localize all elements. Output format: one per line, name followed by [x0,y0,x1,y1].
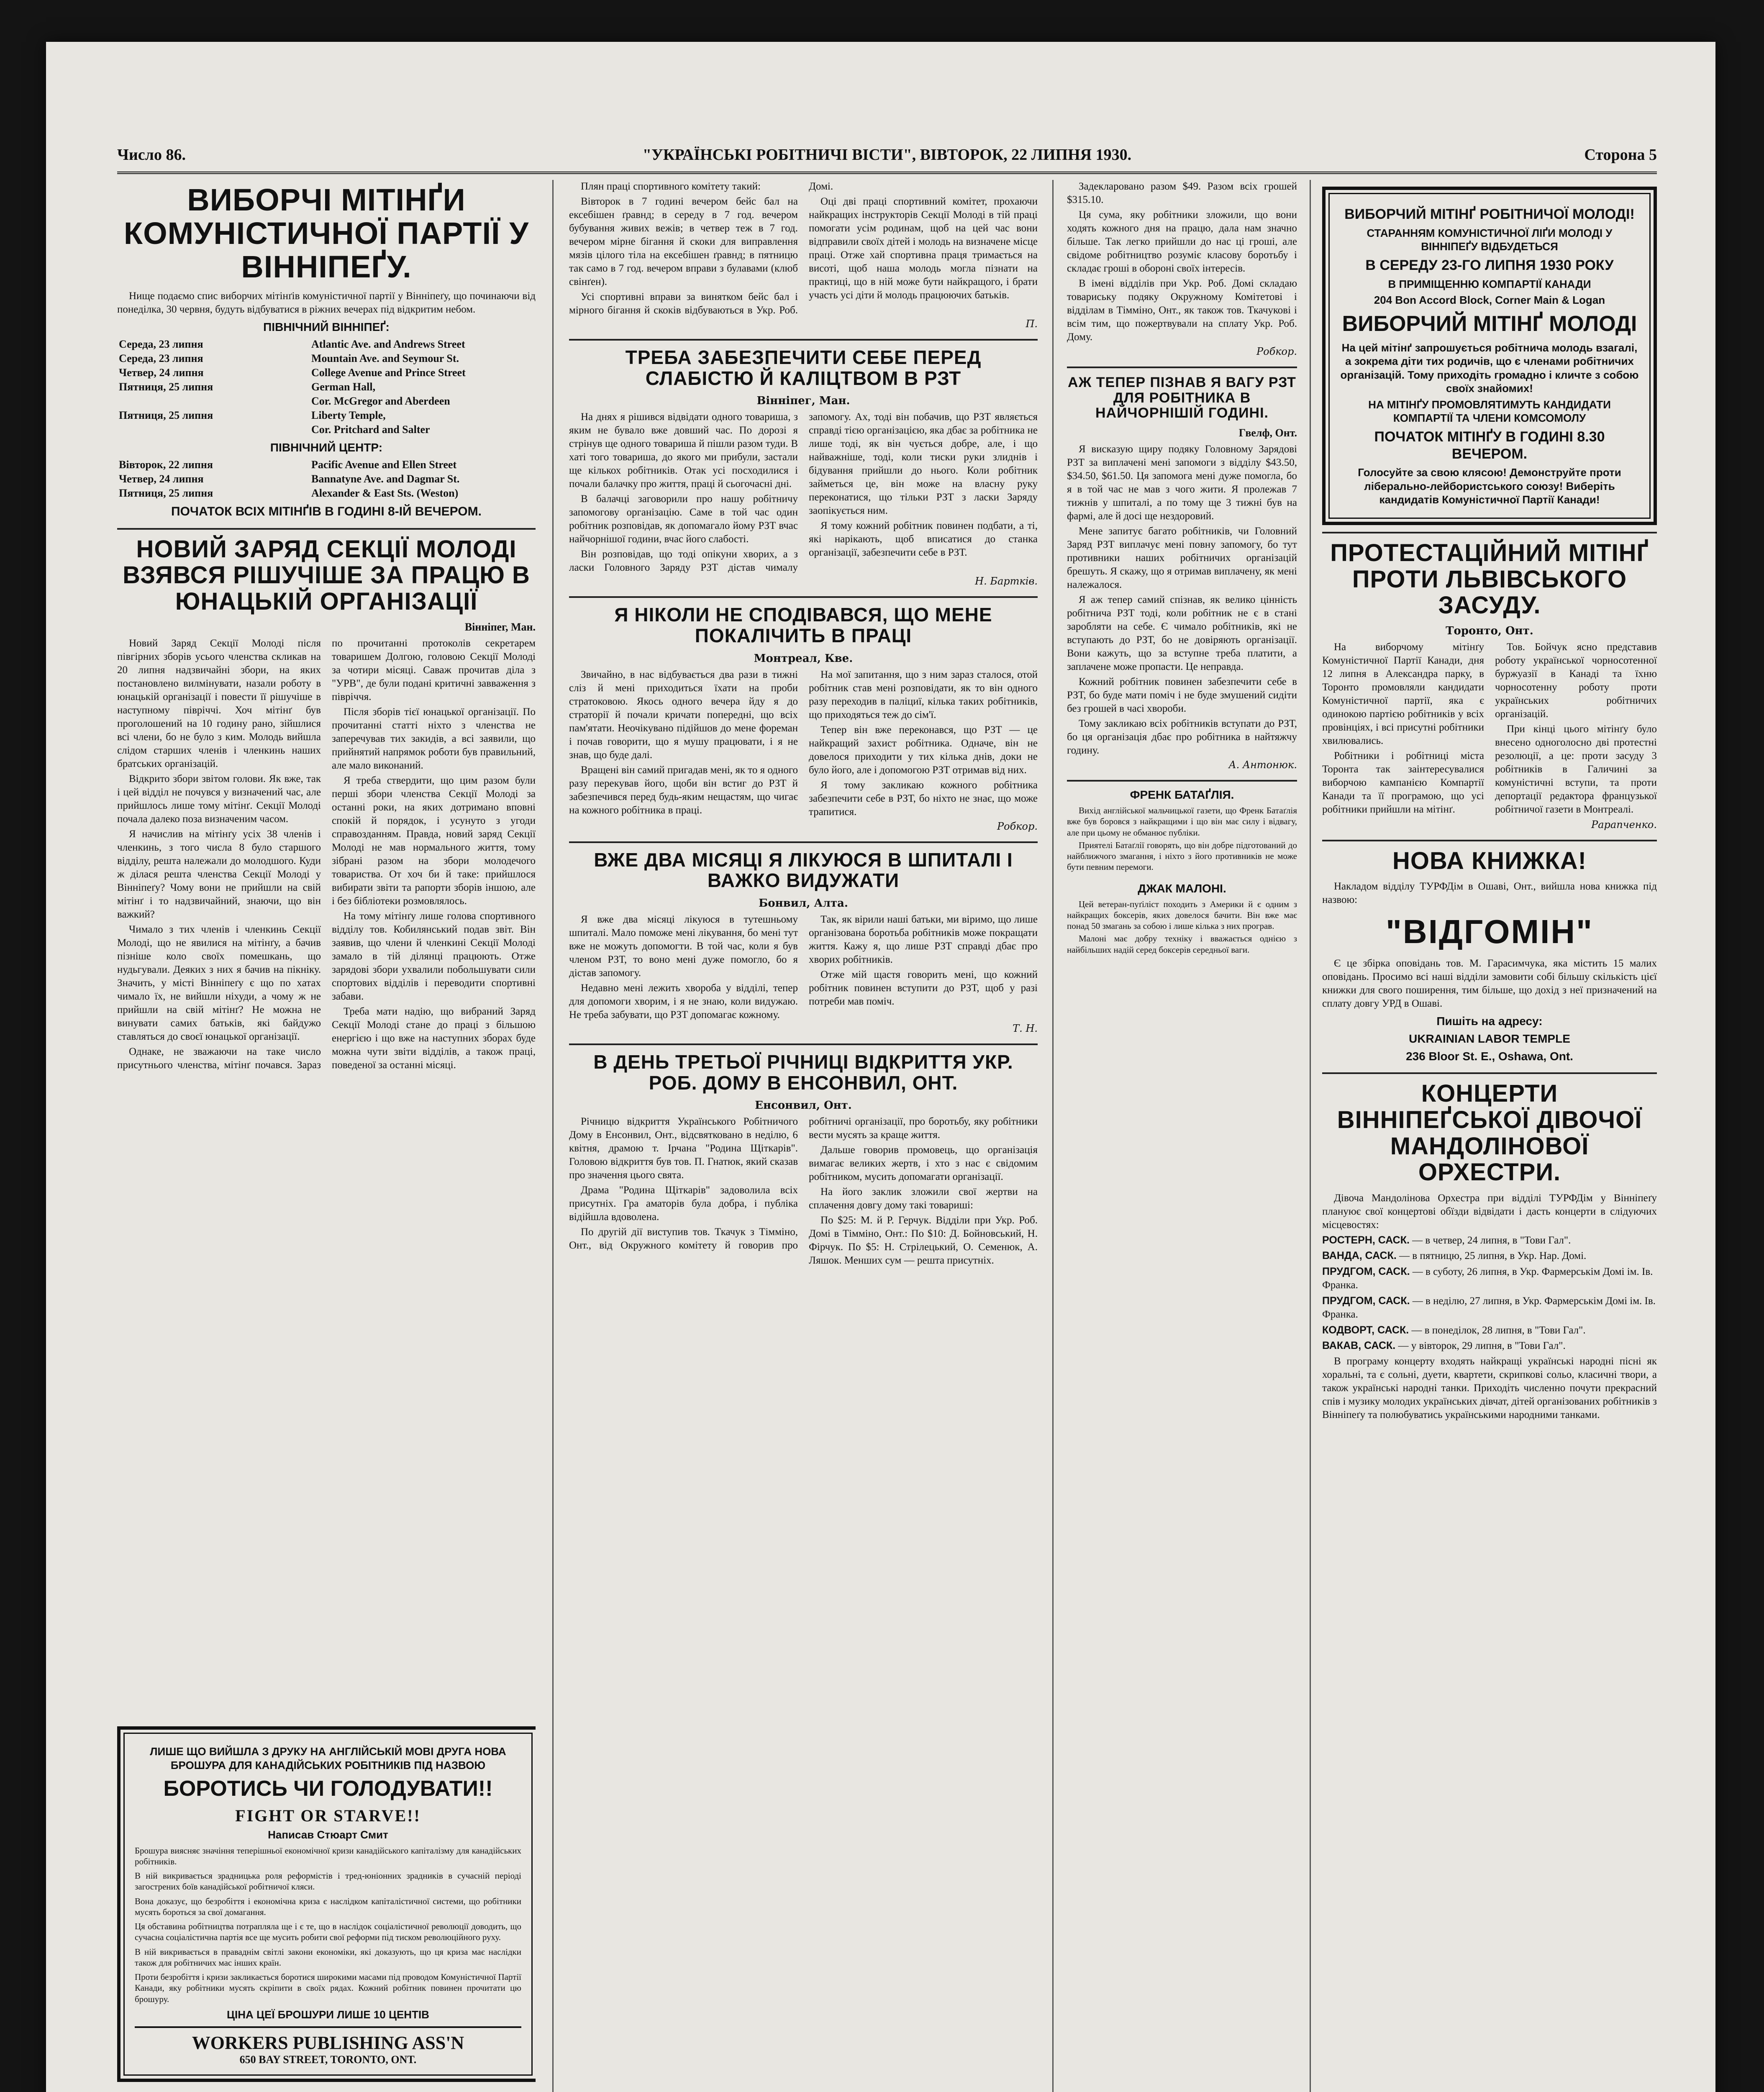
paragraph: Вращені він самий пригадав мені, як то я одного разу перекував його, щоби він встиг до РЗТ й забезпечився перед будь-яким нещастям, що чигає на кожного робітника в праці. [569,764,798,816]
dateline: Торонто, Онт. [1446,624,1533,637]
ad-description [135,1845,521,2005]
paragraph: Треба мати надію, що вибраний Заряд Секції Молоді стане до праці з більшою енергією і що вже на наступних зборах буде можна чути звіти відділів, а також праці, поведеної за останні місяці. [332,1005,536,1071]
meeting-date [117,423,310,437]
article-body [1067,443,1297,757]
paragraph: Новий Заряд Секції Молоді після півгірних зборів усього членства скликав на 20 липня надзвичайні збори, на яких постановлено вилмінувати, назали роботу в юнацькій організації і повести її рішучіше в наступному півріччі. Хоч мітінґ був проголошений на 10 годину рано, зійшлися всі члени, бо не було з ким. Молодь вийшла слідом старших членів і членкинь наших братських організацій. [117,637,321,769]
concert-place: ПРУДГОМ, САСК. [1322,1265,1410,1277]
schedule-row [117,486,536,500]
paragraph: Я висказую щиру подяку Головному Зарядові РЗТ за виплачені мені запомоги з відділу $43.50, $34.50, $61.50. Ця запомога мені дуже помогла, бо я в той час не мав з чого жити. Я пролежав 7 тижнів у шпиталі, а по тому ще 3 тижні був на фармі, але й досі ще нездоровий. [1067,444,1297,522]
column-2 [569,180,1038,2092]
issue-number: Число 86. [117,146,186,164]
paragraph: Я тому кожний робітник повинен подбати, а ті, які нарікають, щоб вписатися до станка організації, забезпечити себе в РЗТ. [809,520,1038,559]
article-hospital [569,850,1038,1034]
article-body [1067,180,1297,344]
paragraph: Тепер він вже переконався, що РЗТ — це найкращий захист робітника. Одначе, він не довелося приходити у тих кілька днів, доки не було його, але і допомогою РЗТ отримав від них. [809,724,1038,776]
concert-place: ПРУДГОМ, САСК. [1322,1295,1410,1307]
article-concerts [1322,1081,1657,1422]
paragraph: Тов. Бойчук ясно представив роботу української чорносотенної буржуазії в Канаді та їхню чорносотенну роботу проти українських робітничих організацій. [1495,641,1657,720]
article-protest-meeting [1322,540,1657,831]
paragraph: Малоні має добру техніку і вважається однією з найбільших надій серед боксерів середньої ваги. [1067,933,1297,955]
article-body [569,410,1038,574]
article-election-meetings [117,183,536,519]
paragraph: По $25: М. й Р. Герчук. Відділи при Укр. Роб. Домі в Тімміно, Онт.: По $10: Д. Бойновський, Н. Фірчук. По $5: Н. Стрілецький, О. Семенюк, А. Ляшок. Менших сум — решта присутніх. [809,1215,1038,1266]
signature: Рарапченко. [1591,818,1657,831]
paragraph: Приятелі Батаґлії говорять, що він добре підготований до найближчого змагання, і ніхто з його противників не може бути певним перемоги. [1067,840,1297,872]
article-sports-plan [569,180,1038,330]
column-rule [552,180,554,2092]
meeting-place: Pacific Avenue and Ellen Street [311,458,457,471]
paragraph: В імені відділів при Укр. Роб. Домі складаю товариську подяку Окружному Комітетові і відділам в Тімміно, Онт., як також тов. Ткачукові і всім тим, що пожертвували на сплату Укр. Роб. Дому. [1067,278,1297,343]
article-body [1067,805,1297,873]
concert-place: ВАКАВ, САСК. [1322,1340,1396,1352]
ad-lead: ЛИШЕ ЩО ВИЙШЛА З ДРУКУ НА АНГЛІЙСЬКІЙ МОВІ ДРУГА НОВА БРОШУРА ДЛЯ КАНАДІЙСЬКИХ РОБІТНИКІВ ПІД НАЗВОЮ [150,1745,506,1772]
signature: Робкор. [997,820,1038,832]
meeting-date [117,394,310,408]
concert-intro: Дівоча Мандолінова Орхестра при відділі ТУРФДім у Вінніпеґу плануює свої концертові обїзди відвідати і дасть концерти в слідуючих місцевостях: [1322,1192,1657,1231]
paragraph: Я начислив на мітінґу усіх 38 членів і членкинь, з того числа 8 було старшого відділу, решта належали до молодшого. Куди ж ділася решта членства Секції Молоді у Вінніпеґу? Чому вони не прийшли на свій мітінґ і то надзвичайний, знаючи, що він важкий? [117,828,321,920]
schedule-row [117,366,536,380]
notice-line: В ПРИМІЩЕННЮ КОМПАРТІЇ КАНАДИ [1388,277,1591,290]
paragraph: Недавно мені лежить хвороба у відділі, тепер для допомоги хворим, і я не знаю, коли видужаю. Не треба забувати, що РЗТ допомагає кожному. [569,982,798,1021]
concert-details: — в четвер, 24 липня, в "Тови Гал". [1412,1234,1571,1246]
divider [1322,840,1657,841]
paragraph: На його заклик зложили свої жертви на сплачення довгу дому такі товариші: [809,1186,1038,1211]
concert-place: КОДВОРТ, САСК. [1322,1324,1409,1336]
concert-item [1322,1339,1657,1353]
paragraph: Усі спортивні вправи за винятком бейс бал і мірного бігання й скоків відбуваються в Укр. Роб. Домі. [569,181,833,316]
paragraph: Оці дві праці спортивний комітет, прохаючи найкращих інструкторів Секції Молоді в тій праці помогати усім родинам, щоб на цей час вони відправили своїх дітей і молодь на визначене місце праці. Отже хай спортивна праця тримається на висоті, щоб наша молодь могла пізнати на практиці, що в ній може бути найкращого, і брати участь усі діти й молодь працюючих батьків. [809,196,1038,301]
ad-publisher: WORKERS PUBLISHING ASS'N [135,2026,521,2054]
paragraph: На мої запитання, що з ним зараз сталося, отой робітник став мені розповідати, як то він одного разу переходив в паліциї, кілька таких робітників, що приходяться теж до сім'ї. [809,669,1038,720]
concert-details: — в суботу, 26 липня, в Укр. Фармерськім Домі ім. Ів. Франка. [1322,1266,1653,1291]
meeting-start-note: ПОЧАТОК ВСІХ МІТІНҐІВ В ГОДИНІ 8-ІЙ ВЕЧЕРОМ. [171,504,482,518]
youth-meeting-notice [1322,187,1657,525]
ad-paragraph: Брошура виясняє значіння теперішньої економічної кризи канадійського капіталізму для канадійських робітників. [135,1845,521,1866]
notice-line: На цей мітінґ запрошується робітнича молодь взагалі, а зокрема діти тих родичів, що є членами робітничих організацій. Тому приходіть громадно і кличте з собою своїх знайомих! [1340,341,1639,395]
schedule-row [117,458,536,472]
paragraph: Вівторок в 7 годині вечером бейс бал на ексебішен ґравнд; в середу в 7 год. вечером бубування живих вежів; в четвер теж в 7 год. вечером мірне бігання й скоки для виправлення мязів цілого тіла на ексебішен ґравнд; в пятницю так само в 7 год. вечером вправи з булавами (клюб свінґен). [569,196,798,287]
schedule-row [117,394,536,408]
order-address: UKRAINIAN LABOR TEMPLE [1409,1032,1570,1046]
article-body [569,913,1038,1022]
paragraph: Відкрито збори звітом голови. Як вже, так і цей відділ не почувся у визначений час, але прийшлось лише тому мітінґ. Секції Молоді почала далеко поза визначеним часом. [117,773,321,825]
notice-line: СТАРАННЯМ КОМУНІСТИЧНОЇ ЛІҐИ МОЛОДІ У ВІННІПЕҐУ ВІДБУДЕТЬСЯ [1367,226,1613,253]
divider [117,528,536,530]
paragraph: По другій дії виступив тов. Ткачук з Тімміно, Онт., від Окружного комітету й говорив про робітничі організації, про боротьбу, яку робітники вести мусять за краще життя. [569,1116,1038,1251]
concert-item [1322,1233,1657,1248]
article-body [569,668,1038,820]
dateline: Енсонвил, Онт. [755,1099,852,1112]
paragraph: На виборчому мітінґу Комуністичної Партії Канади, дня 12 липня в Александра парку, в Торонто промовляли кандидати Комуністичної партії, яка є одинокою партією робітників у всіх провінціях, і всі присутні робітники хвилювались. [1322,641,1484,746]
meeting-date: Четвер, 24 липня [119,472,204,485]
divider [569,1043,1038,1045]
headline: КОНЦЕРТИ ВІННІПЕҐСЬКОЇ ДІВОЧОЇ МАНДОЛІНОВОЇ ОРХЕСТРИ. [1337,1080,1642,1186]
section-title: ФРЕНК БАТАҐЛІЯ. [1130,788,1234,802]
article-anniversary [569,1052,1038,1267]
paragraph: Отже мій щастя говорить мені, що кожний робітник повинен вступити до РЗТ, щоб у разі потреби мав поміч. [809,969,1038,1008]
headline: ВЖЕ ДВА МІСЯЦІ Я ЛІКУЮСЯ В ШПИТАЛІ І ВАЖКО ВИДУЖАТИ [594,849,1013,892]
notice-title: ВИБОРЧИЙ МІТІНҐ МОЛОДІ [1342,311,1637,336]
book-title: "ВІДГОМІН" [1385,913,1593,951]
article-body [569,1115,1038,1267]
concert-details: — у вівторок, 29 липня, в "Тови Гал". [1398,1340,1566,1352]
divider [1067,367,1297,368]
meeting-place: Bannatyne Ave. and Dagmar St. [311,472,460,485]
article-youth-section [117,536,536,1073]
dateline: Монтреал, Кве. [754,652,853,665]
schedule-row [117,337,536,351]
signature: Т. Н. [1013,1023,1038,1035]
concert-place: ВАНДА, САСК. [1322,1250,1397,1262]
meeting-date: Четвер, 24 липня [119,366,204,379]
ad-paragraph: Ця обставина робітництва потрапляла ще і є те, що в наслідок соціалістичної революції доводить, що сучасна соціалістична партія все ще мусить робити свої реформи під тиском революційного руху. [135,1921,521,1943]
divider [569,339,1038,341]
paragraph: Задекларовано разом $49. Разом всіх грошей $315.10. [1067,181,1297,205]
schedule-row [117,423,536,437]
meeting-date: Пятниця, 25 липня [119,380,213,393]
paragraph: Драма "Родина Щіткарів" задоволила всіх присутніх. Гра аматорів була добра, і публіка відійшла вдоволена. [569,1184,798,1223]
meeting-place: College Avenue and Prince Street [311,366,466,379]
article-guelph [1067,375,1297,771]
order-address: 236 Bloor St. E., Oshawa, Ont. [1406,1050,1573,1063]
schedule-row [117,380,536,394]
concert-item [1322,1294,1657,1322]
paragraph: Цей ветеран-пуґіліст походить з Америки й є одним з найкращих боксерів, яких довелося бачити. Він вже має понад 50 змагань за собою і лише кілька з них програв. [1067,899,1297,931]
ad-address: 650 BAY STREET, TORONTO, ONT. [239,2054,417,2066]
headline: Я НІКОЛИ НЕ СПОДІВАВСЯ, ЩО МЕНЕ ПОКАЛІЧИТЬ В ПРАЦІ [614,604,992,647]
concert-details: — в неділю, 27 липня, в Укр. Фармерськім Домі ім. Ів. Франка. [1322,1295,1656,1320]
paragraph: Річницю відкриття Українського Робітничого Дому в Енсонвил, Онт., відсвятковано в неділю, 6 квітня, драмою т. Ірчана "Родина Щіткарів". Головою відкриття був тов. П. Гнатюк, який сказав про значення цього свята. [569,1116,798,1181]
dateline: Вінніпег, Ман. [464,620,536,633]
paragraph: Однаке, не зважаючи на таке число присутнього членства, мітінґ почався. Зараз по прочитанні протоколів секретарем товаришем Долгою, головою Секції Молоді за чотири місяці. Саваж прочитав діла з "УРВ", де були подані критичні завваження з півріччя. [117,637,536,1071]
column-3 [1067,180,1297,2092]
article-intro: Нище подаємо спис виборчих мітінґів комуністичної партії у Вінніпеґу, що починаючи від понеділка, 30 червня, будуть відбуватися в ріжних вечерах під відкритим небом. [117,290,536,315]
section-title: ПІВНІЧНИЙ ВІННІПЕҐ: [263,320,390,333]
order-label: Пишіть на адресу: [1436,1015,1543,1028]
paragraph: Ця сума, яку робітники зложили, що вони ходять кожного дня на працю, дала нам значно більше. Так легко прийшли до нас ці гроші, але свідоме робітництво розуміє класову боротьбу і складає гроші в обороні своїх інтересів. [1067,209,1297,274]
schedule-row [117,351,536,366]
ad-english-title: FIGHT OR STARVE!! [235,1806,421,1825]
ad-paragraph: В ній викривається в праваднім світлі закони економіки, які доказують, що ця криза має наслідки також для робітничих мас інших країн. [135,1946,521,1968]
meeting-date: Середа, 23 липня [119,338,203,350]
dateline: Бонвил, Алта. [759,897,848,910]
column-rule [1052,180,1054,2092]
meeting-date: Пятниця, 25 липня [119,409,213,421]
paragraph: На днях я рішився відвідати одного товариша, з яким не бувало вже довший час. По дорозі я стрінув ще одного товариша й пішли разом туди. В хаті того товариша, до якого ми прибули, застали ще кількох робітників. Отак усі посходилися і почали балачку про життя, праці й сьогочасні дні. [569,411,798,490]
article-donations [1067,180,1297,357]
paragraph: Я аж тепер самий спізнав, як велико цінність робітнича РЗТ тоді, коли робітник не є в стані заробляти на себе. Є чимало робітників, які не вступають до РЗТ, бо не довіряють організації. Вони кажуть, що за вступне треба платити, а заплачене може пропасти. Це неправда. [1067,594,1297,673]
paragraph: На тому мітінґу лише голова спортивного відділу тов. Кобилянський подав звіт. Він заявив, що члени й членкині Секції Молоді замало в тій ділянці працюють. Отже зарядові збори ухвалили побольшувати сили спортових відділів і переводити спортивні забави. [332,910,536,1002]
divider [1067,780,1297,782]
paragraph: Звичайно, в нас відбувається два рази в тижні сліз й мені приходиться їхати на проби стратоковою. Якось одного вечера йду я до страторії й почали кричати попередні, що всіх пам'ятати. Неочікувано підійшов до мене фореман і почав говорити, що я мушу працювати, і я не знав, що буде далі. [569,669,798,761]
meeting-place: Cor. McGregor and Aberdeen [311,395,450,407]
paragraph: Кожний робітник повинен забезпечити себе в РЗТ, бо буде мати поміч і не буде змушений сидіти без грошей в часі хвороби. [1067,676,1297,715]
meeting-place: Cor. Pritchard and Salter [311,423,430,436]
headline: В ДЕНЬ ТРЕТЬОЇ РІЧНИЦІ ВІДКРИТТЯ УКР. РОБ. ДОМУ В ЕНСОНВИЛ, ОНТ. [593,1051,1013,1094]
section-title: ДЖАК МАЛОНІ. [1138,882,1226,895]
article-battaglia [1067,788,1297,873]
article-body [1067,899,1297,955]
article-new-book [1322,848,1657,1064]
notice-line: ВИБОРЧИЙ МІТІНҐ РОБІТНИЧОЇ МОЛОДІ! [1344,206,1635,222]
meeting-schedule-center [117,458,536,500]
notice-line: НА МІТІНҐУ ПРОМОВЛЯТИМУТЬ КАНДИДАТИ КОМПАРТІЇ ТА ЧЛЕНИ КОМСОМОЛУ [1368,398,1611,425]
divider [1322,532,1657,533]
notice-address: 204 Bon Accord Block, Corner Main & Logan [1374,294,1605,307]
book-lead: Накладом відділу ТУРФДім в Ошаві, Онт., вийшла нова книжка під назвою: [1322,881,1657,906]
ad-paragraph: Вона доказує, що безробіття і економічна криза є наслідком капіталістичної системи, що робітники мусять бороться за свої домагання. [135,1896,521,1917]
column-1 [117,180,536,2092]
schedule-row [117,472,536,486]
paragraph: Тому закликаю всіх робітників вступати до РЗТ, бо ця організація дбає про робітника в найтяжчу годину. [1067,718,1297,756]
article-body [117,637,536,1073]
signature: Н. Бартків. [975,575,1038,587]
headline: ВИБОРЧІ МІТІНҐИ КОМУНІСТИЧНОЇ ПАРТІЇ У ВІННІПЕҐУ. [123,182,529,284]
signature: Робкор. [1256,346,1297,357]
concert-list [1322,1233,1657,1353]
page-content [117,138,1657,2092]
concert-place: РОСТЕРН, САСК. [1322,1234,1410,1246]
article-maloney [1067,882,1297,955]
meeting-date: Вівторок, 22 липня [119,458,213,471]
paragraph: Після зборів тієї юнацької організації. По прочитанні статті ніхто з членства не заперечував тих закидів, а всі заявили, що прийнятий напрямок роботи був правильний, але мало виконаний. [332,706,536,771]
meeting-place: Alexander & East Sts. (Weston) [311,487,459,499]
newspaper-title-date: "УКРАЇНСЬКІ РОБІТНИЧІ ВІСТИ", ВІВТОРОК, 22 ЛИПНЯ 1930. [642,146,1132,164]
column-rule [1310,180,1311,2092]
concert-item [1322,1323,1657,1338]
meeting-place: Atlantic Ave. and Andrews Street [311,338,465,350]
page-number: Сторона 5 [1584,146,1657,164]
notice-date: В СЕРЕДУ 23-ГО ЛИПНЯ 1930 РОКУ [1365,257,1614,273]
paragraph: Вихід англійської мальчицької газети, що Френк Батаґлія вже був боровся з найкращими і що він має силу і відвагу, але при цьому не обманює публіки. [1067,805,1297,838]
paragraph: Чимало з тих членів і членкинь Секції Молоді, що не явилися на мітінґу, а бачив пізніше коло своїх помешкань, що нудьгували. Деяких з них я бачив на пікніку. Значить, у місті Вінніпеґу є що по хатах чимало їх, не вийшли ніхуди, а чому ж не прийшли на свій мітінґ? Не можна не винувати самих батьків, які байдужо ставляться до своєї юнацької організації. [117,923,321,1042]
concert-details: — в пятницю, 25 липня, в Укр. Нар. Домі. [1399,1250,1587,1262]
paragraph: Дальше говорив промовець, що організація вимагає великих жертв, і хто з нас є свідомим робітником, мусить допомагати організації. [809,1144,1038,1183]
article-body [569,180,1038,317]
article-body [1322,641,1657,818]
ad-author: Написав Стюарт Смит [268,1828,388,1841]
headline: НОВИЙ ЗАРЯД СЕКЦІЇ МОЛОДІ ВЗЯВСЯ РІШУЧІШЕ ЗА ПРАЦЮ В ЮНАЦЬКІЙ ОРГАНІЗАЦІЇ [123,535,530,615]
concert-item [1322,1265,1657,1292]
concert-item [1322,1249,1657,1263]
headline: ТРЕБА ЗАБЕЗПЕЧИТИ СЕБЕ ПЕРЕД СЛАБІСТЮ Й КАЛІЦТВОМ В РЗТ [625,346,982,389]
notice-start: ПОЧАТОК МІТІНҐУ В ГОДИНІ 8.30 ВЕЧЕРОМ. [1374,428,1605,462]
paragraph: Плян праці спортивного комітету такий: [581,181,761,192]
column-4 [1322,180,1657,2092]
paragraph: Мене запитує багато робітників, чи Головний Заряд РЗТ виплачує мені повну запомогу, бо тут противники наших робітничих організацій брешуть. Я скажу, що я отримав виплачену, як мені належалося. [1067,526,1297,591]
meeting-schedule-north [117,337,536,437]
paragraph: Я треба ствердити, що цим разом були перші збори членства Секції Молоді за останні роки, на яких дотримано вповні спокій й порядок, і усунуто з угоди справозданням. Правда, новий заряд Секції Молоді не мав нормального життя, тому зібрані разом на збори молодечого товариства. От хоч би й таке: прийшлося вибирати звіти та рапорти зборів іншою, але і без бібліотеки розмовлялось. [332,774,536,907]
meeting-date: Пятниця, 25 липня [119,487,213,499]
headline: ПРОТЕСТАЦІЙНИЙ МІТІНҐ ПРОТИ ЛЬВІВСЬКОГО ЗАСУДУ. [1330,539,1649,619]
ad-paragraph: Проти безробіття і кризи закликається боротися широкими масами під проводом Комуністичної Партії Канади, яку робітники мусять скріпити в своїх рядах. Кожний робітник повинен прочитати цю брошуру. [135,1972,521,2004]
ad-price: ЦІНА ЦЕЇ БРОШУРИ ЛИШЕ 10 ЦЕНТІВ [227,2008,429,2021]
meeting-place: German Hall, [311,380,376,393]
notice-line: Голосуйте за свою клясою! Демонструйте проти ліберально-лейбористського союзу! Виберіть кандидатів Комуністичної Партії Канади! [1358,466,1621,506]
paragraph: Я вже два місяці лікуюся в тутешньому шпиталі. Мало поможе мені лікування, бо мені тут вже не можуть допомогти. В той час, коли я був членом РЗТ, то воно мені дуже помогло, бо я дістав запомогу. [569,914,798,979]
newspaper-page [46,42,1715,2092]
concert-details: — в понеділок, 28 липня, в "Тови Гал". [1411,1324,1586,1336]
article-insurance [569,347,1038,587]
masthead [117,138,1657,174]
article-injury [569,605,1038,832]
headline: НОВА КНИЖКА! [1392,847,1587,874]
dateline: Вінніпег, Ман. [756,395,850,408]
paragraph: Я тому закликаю кожного робітника забезпечити себе в РЗТ, бо ніхто не знає, що може трапитися. [809,779,1038,818]
paragraph: В балачці заговорили про нашу робітничу запомогову організацію. Саме в той час один робітник розповідав, як допомагало йому РЗТ вчас найчорнішої години, вчас його слабості. [569,493,798,545]
signature: А. Антонюк. [1228,759,1297,771]
meeting-date: Середа, 23 липня [119,352,203,364]
divider [569,841,1038,843]
book-description: Є це збірка оповідань тов. М. Гарасимчука, яка містить 15 малих оповідань. Просимо всі наші відділи замовити собі більшу скількість цієї книжки для свого поширення, тим більше, що дохід з неї призначений на сплату довгу УРД в Ошаві. [1322,958,1657,1010]
divider [1322,1072,1657,1074]
dateline: Гвелф, Онт. [1238,427,1297,439]
brochure-ad [117,1726,536,2082]
paragraph: При кінці цього мітінґу було внесено одноголосно дві протестні резолюції, а це: проти засуду 3 робітників в Галичині за комуністичні вступи, та проти депортації редактора французької робітничої газети в Монтреалі. [1495,723,1657,815]
paragraph: Він розповідав, що тоді опікуни хворих, а з ласки Головного Заряду РЗТ дістав чималу запомогу. Ах, тоді він побачив, що РЗТ являється справді тією організацією, яка дбає за робітника не лише тоді, як він чується добре, але, і що найважніше, тоді, коли тиски руки злиднів і бідування прийшли до нього. Коли робітник займеться це, він може на власну руку переконатися, що тільки РЗТ з ласки Заряду заопікується ним. [569,411,1038,574]
schedule-row [117,408,536,423]
meeting-place: Mountain Ave. and Seymour St. [311,352,459,364]
divider [569,596,1038,598]
ad-title: БОРОТИСЬ ЧИ ГОЛОДУВАТИ!! [163,1777,493,1801]
section-title: ПІВНІЧНИЙ ЦЕНТР: [270,441,383,454]
ad-paragraph: В ній викривається зрадницька роля реформістів і тред-юніонних зрадників в сучасній періоді загострених боїв канадійської робітничої кляси. [135,1871,521,1892]
signature: П. [1026,318,1038,330]
paragraph: Робітники і робітниці міста Торонта так заінтересувалися виборчою кампанією Компартії Канади та її програмою, що усі робітники прийшли на мітінґ. [1322,750,1484,815]
headline: АЖ ТЕПЕР ПІЗНАВ Я ВАГУ РЗТ ДЛЯ РОБІТНИКА В НАЙЧОРНІШІЙ ГОДИНІ. [1068,374,1296,421]
paragraph: Так, як вірили наші батьки, ми віримо, що лише організована боротьба робітників може покращати життя. Кажу я, що лише РЗТ справді дбає про хворих робітників. [809,914,1038,966]
meeting-place: Liberty Temple, [311,409,386,421]
concert-outro: В програму концерту входять найкращі українські народні пісні як хоральні, та є сольні, дуети, квартети, скрипкові сольо, класичні твори, а також українські народні танки. Приходіть численно почути прекрасний спів і музику молодих українських дівчат, дітей організованих робітників з Вінніпеґу та полюбуватись українськими народними танками. [1322,1355,1657,1420]
